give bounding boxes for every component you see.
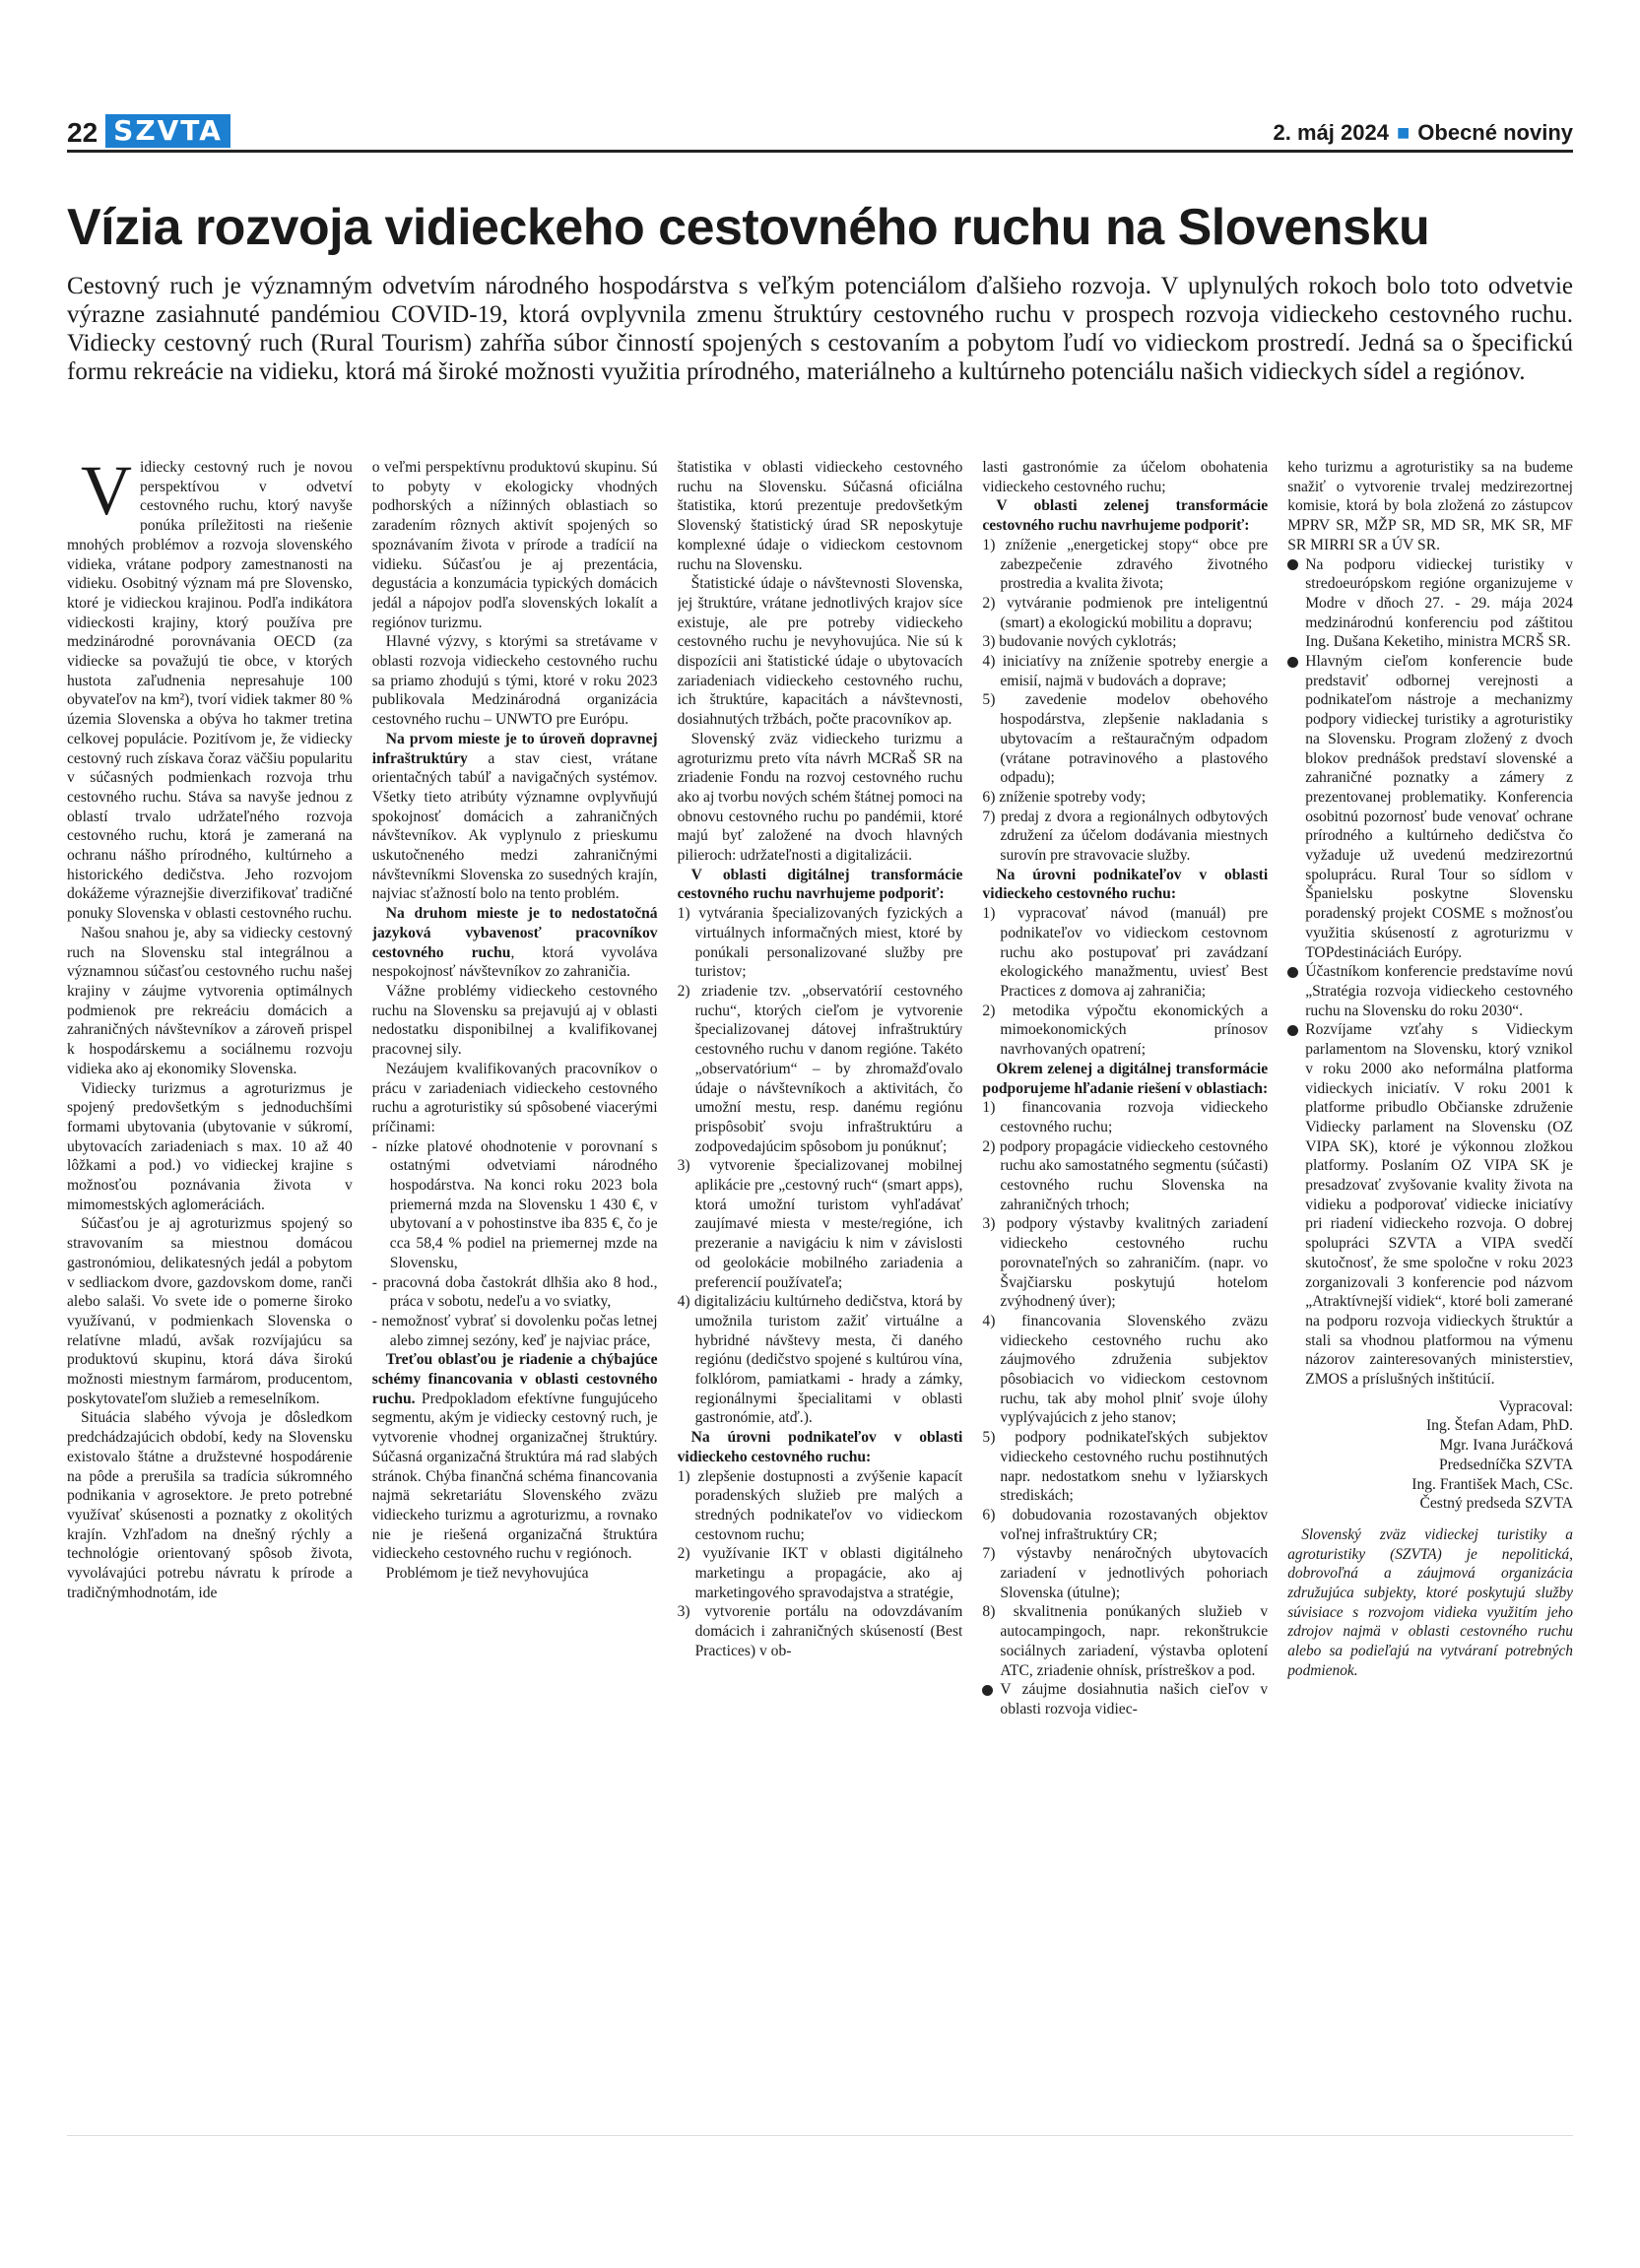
list-item: 5) podpory podnikateľských subjektov vidieckeho cestovného ruchu postihnutých napr. nedostatkom snehu v lyžiarskych strediskách; — [982, 1429, 1269, 1505]
paragraph: Nezáujem kvalifikovaných pracovníkov o prácu v zariadeniach vidieckeho cestovného ruchu a agroturistiky sú spôsobené viacerými príčinami: — [371, 1060, 658, 1135]
page-header — [67, 108, 1573, 148]
header-left — [67, 114, 230, 148]
bullet-text: V záujme dosiahnutia našich cieľov v oblasti rozvoja vidiec- — [1000, 1681, 1269, 1717]
list-item: 6) dobudovania rozostavaných objektov voľnej infraštruktúry CR; — [982, 1506, 1269, 1543]
list-item: 2) vytváranie podmienok pre inteligentnú (smart) a ekologickú mobilitu a dopravu; — [982, 594, 1269, 631]
list-item: 1) financovania rozvoja vidieckeho cestovného ruchu; — [982, 1099, 1269, 1135]
column-3 — [678, 458, 963, 2127]
article-headline: Vízia rozvoja vidieckeho cestovného ruchu na Slovensku — [67, 199, 1430, 256]
dash-item: - nemožnosť vybrať si dovolenku počas letnej alebo zimnej sezóny, keď je najviac práce, — [371, 1312, 658, 1349]
column-1 — [67, 458, 353, 2127]
list-item: 8) skvalitnenia ponúkaných služieb v autocampingoch, napr. rekonštrukcie sociálnych zariadení, výstavba oplotení ATC, zriadenie ohnísk, prístreškov a pod. — [982, 1603, 1269, 1679]
paragraph-text: , ktorá vyvoláva nespokojnosť návštevníkov zo zahraničia. — [371, 943, 658, 981]
paragraph: Problémom je tiež nevyhovujúca — [385, 1565, 589, 1583]
signature-line: Mgr. Ivana Juráčková — [1439, 1437, 1573, 1455]
section-logo: SZVTA — [105, 114, 230, 148]
paragraph — [372, 1350, 658, 1564]
header-rule — [67, 150, 1573, 153]
paragraph: Vážne problémy vidieckeho cestovného ruchu na Slovensku sa prejavujú aj v oblasti nedostatku disponibilnej a kvalifikovanej pracovnej sily. — [371, 982, 658, 1059]
organization-note: Slovenský zväz vidieckej turistiky a agroturistiky (SZVTA) je nepolitická, dobrovoľná a záujmová organizácia združujúca subjekty, ktoré poskytujú služby súvisiace s rozvojom vidieka využitím jeho zdrojov najmä v oblasti cestovného ruchu alebo sa podieľajú na vytváraní potrebných podmienok. — [1287, 1525, 1573, 1679]
bullet-item — [1287, 652, 1573, 962]
paragraph: Súčasťou je aj agroturizmus spojený so stravovaním sa miestnou domácou gastronómiou, delikatesných jedál a pobytom v sedliackom dvore, gazdovskom dome, ranči alebo salaši. Vo svete ide o pomerne široko využívanú, v podmienkach Slovenska o relatívne mladú, avšak rozvíjajúcu sa produktovú skupinu, ktorá dáva širokú možnosti miestnym farmárom, producentom, poskytovateľom služieb a remeselníkom. — [67, 1215, 353, 1407]
issue-date: 2. máj 2024 — [1273, 120, 1389, 145]
subheading: Na úrovni podnikateľov v oblasti vidieckeho cestovného ruchu: — [982, 866, 1269, 903]
bullet-item — [982, 1680, 1268, 1718]
list-item: 1) zlepšenie dostupnosti a zvýšenie kapacít poradenských služieb pre malých a stredných podnikateľov vo vidieckom cestovnom ruchu; — [677, 1467, 963, 1543]
paragraph-text: idiecky cestovný ruch je novou perspektívou v odvetví cestovného ruchu, ktorý navyše ponúka príležitosti na riešenie mnohých problémov a rozvoja slovenského vidieka, vrátane podpory zamestnanosti na vidieku. Osobitný význam má pre Slovensko, ktoré je vidieckou krajinou. Podľa indikátora vidieckosti krajiny, ktorý používa pre medzinárodné porovnávania OECD (za vidiecke sa považujú tie obce, v ktorých hustota zaľudnenia nepresahuje 100 obyvateľov na km²), tvorí vidiek takmer 80 % územia Slovenska a obýva ho takmer tretina celkovej populácie. Pozitívom je, že vidiecky cestovný ruch získava čoraz väčšiu popularitu v súčasných podmienkach rozvoja trhu cestovného ruchu. Stáva sa navyše jednou z oblastí trvalo udržateľného rozvoja cestovného ruchu, ktorá je zameraná na ochranu nášho prírodného, kultúrneho a historického dedičstva. Jeho rozvojom dokážeme výraznejšie diverzifikovať tradičné ponuky Slovenska v oblasti cestovného ruchu. — [67, 459, 353, 923]
bold-phrase: Treťou oblasťou je riadenie a chýbajúce schémy financovania v oblasti cestovného ruchu. — [371, 1351, 658, 1407]
bullet-text: Na podporu vidieckej turistiky v stredoeurópskom regióne organizujeme v Modre v dňoch 27. - 29. mája 2024 medzinárodnú konferenciu pod záštitou Ing. Dušana Keketiho, ministra MCRŠ SR. — [1305, 555, 1573, 651]
bullet-icon — [1287, 657, 1298, 668]
list-item: 4) iniciatívy na zníženie spotreby energie a emisií, najmä v budovách a doprave; — [982, 653, 1269, 689]
bottom-rule — [67, 2135, 1573, 2136]
column-5 — [1287, 458, 1573, 2127]
bold-phrase: Na druhom mieste je to nedostatočná jazyková vybavenosť pracovníkov cestovného ruchu — [371, 905, 658, 961]
dash-item: - pracovná doba častokrát dlhšia ako 8 hod., práca v sobotu, nedeľu a vo sviatky, — [371, 1273, 658, 1311]
subheading: Okrem zelenej a digitálnej transformácie podporujeme hľadanie riešení v oblastiach: — [982, 1060, 1269, 1097]
list-item: 7) predaj z dvora a regionálnych odbytových združení za účelom dodávania miestnych surovín pre stravovacie služby. — [982, 808, 1269, 865]
paragraph: Situácia slabého vývoja je dôsledkom predchádzajúcich období, kedy na Slovensku existovalo štátne a družstevné hospodárenie na pôde a prerušila sa tradícia súkromného podnikania v agrosektore. Je preto potrebné využívať skúsenosti a poznatky z okolitých krajín. Vzhľadom na dnešný rýchly a technológie orientovaný spôsob života, vyvolávajúci potrebu návratu k prírode a tradičnýmhodnotám, ide — [67, 1409, 353, 1601]
list-item: 7) výstavby nenáročných ubytovacích zariadení v jednotlivých pohoriach Slovenska (útulne); — [982, 1545, 1269, 1601]
signature-line: Predsedníčka SZVTA — [1438, 1456, 1573, 1473]
paragraph: Vidiecky turizmus a agroturizmus je spojený predovšetkým s jednoduchšími formami ubytovania (ubytovanie v súkromí, ubytovacích zariadeniach s max. 10 až 40 lôžkami a pod.) vo vidieckej krajine s možnosťou poznávania života v mimomestských aglomeráciách. — [67, 1079, 353, 1213]
article-body — [67, 458, 1573, 2127]
publication-name: Obecné noviny — [1417, 120, 1573, 145]
header-right — [1274, 118, 1573, 148]
bullet-item — [1287, 555, 1573, 653]
signature-line: Čestný predseda SZVTA — [1419, 1495, 1573, 1513]
signature-line: Ing. Štefan Adam, PhD. — [1425, 1417, 1573, 1435]
paragraph-text: a stav ciest, vrátane orientačných tabúľ a navigačných systémov. Všetky tieto atribúty významne ovplyvňujú spokojnosť domácich a zahraničných návštevníkov. Ak vyplynulo z prieskumu uskutočneného medzi zahraničnými návštevníkmi Slovenska zo susedných krajín, najviac sťažností bolo na tento problém. — [371, 749, 658, 903]
bullet-text: Hlavným cieľom konferencie bude predstaviť odbornej verejnosti a podnikateľom nástroje a mechanizmy podpory vidieckej turistiky a agroturistiky na Slovensku. Program zložený z dvoch blokov prednášok predstaví slovenské a zahraničné poznatky a zámery z prezentovanej problematiky. Konferencia osobitnú pozornosť bude venovať ochrane prírodného a kultúrneho dedičstva čo vyžaduje už uvedenú medzirezortnú spoluprácu. Rural Tour so sídlom v Španielsku poskytne Slovensku poradenský projekt COSME s možnosťou využitia skúseností z agroturizmu v TOPdestináciách Európy. — [1305, 653, 1573, 961]
bullet-icon — [982, 1685, 993, 1696]
list-item: 2) metodika výpočtu ekonomických a mimoekonomických prínosov navrhovaných opatrení; — [982, 1002, 1269, 1059]
list-item: 1) vypracovať návod (manuál) pre podnikateľov vo vidieckom cestovnom ruchu ako postupovať pri zavádzaní ekologického manažmentu, uviesť Best Practices z domova aj zahraničia; — [982, 905, 1269, 1000]
paragraph — [67, 458, 353, 924]
paragraph: keho turizmu a agroturistiky sa na budeme snažiť o vytvorenie trvalej medzirezortnej komisie, ktorá by bola zložená zo zástupcov MPRV SR, MŽP SR, MD SR, MK SR, MF SR MIRRI SR a ÚV SR. — [1287, 459, 1573, 553]
paragraph: Slovenský zväz vidieckeho turizmu a agroturizmu preto víta návrh MCRaŠ SR na zriadenie Fondu na rozvoj cestovného ruchu ako aj tvorbu nových schém štátnej pomoci na obnovu cestovného ruchu po pandémii, ktoré majú byť založené na dvoch hlavných pilieroch: udržateľnosti a digitalizácii. — [677, 730, 963, 865]
article-lead: Cestovný ruch je významným odvetvím národného hospodárstva s veľkým potenciálom ďalšieho rozvoja. V uplynulých rokoch bolo toto odvetvie výrazne zasiahnuté pandémiou COVID-19, ktorá ovplyvnila zmenu štruktúry cestovného ruchu v prospech rozvoja vidieckeho cestovného ruchu. Vidiecky cestovný ruch (Rural Tourism) zahŕňa súbor činností spojených s cestovaním a pobytom ľudí vo vidieckom prostredí. Jedná sa o špecifickú formu rekreácie na vidieku, ktorá má široké možnosti využitia prírodného, materiálneho a kultúrneho potenciálu našich vidieckych sídel a regiónov. — [67, 273, 1573, 385]
paragraph: o veľmi perspektívnu produktovú skupinu. Sú to pobyty v ekologicky vhodných podhorských a nížinných oblastiach so zaradením rôznych aktivít spojených so spoznávaním života v prírode a tradícií na vidieku. Súčasťou je aj prezentácia, degustácia a konzumácia typických domácich jedál a nápojov podľa slovenských lokalít a regiónov turizmu. — [371, 459, 658, 631]
subheading: Na úrovni podnikateľov v oblasti vidieckeho cestovného ruchu: — [677, 1429, 963, 1465]
bullet-item — [1287, 962, 1573, 1020]
paragraph — [372, 730, 658, 904]
list-item: 1) vytvárania špecializovaných fyzických a virtuálnych informačných miest, ktoré by ponúkali personalizované služby pre turistov; — [677, 905, 963, 981]
list-item: 1) zníženie „energetickej stopy“ obce pre zabezpečenie zdravého životného prostredia a kvalita života; — [982, 536, 1269, 593]
signature-block — [1287, 1397, 1573, 1514]
paragraph-text: Predpokladom efektívne fungujúceho segmentu, akým je vidiecky cestovný ruch, je vytvorenie vhodnej organizačnej štruktúry. Súčasná organizačná štruktúra má rad slabých stránok. Chýba finančná schéma financovania najmä sekretariátu Slovenského zväzu vidieckeho turizmu a agroturizmu, a rovnako nie je riešená organizačná štruktúra vidieckeho cestovného ruchu v regiónoch. — [371, 1390, 658, 1563]
column-2 — [372, 458, 658, 2127]
list-item: 2) využívanie IKT v oblasti digitálneho marketingu a propagácie, ako aj marketingového spravodajstva a stratégie, — [677, 1545, 963, 1601]
subheading: V oblasti digitálnej transformácie cestovného ruchu navrhujeme podporiť: — [677, 866, 963, 903]
signature-line: Vypracoval: — [1498, 1397, 1573, 1415]
list-item: 4) financovania Slovenského zväzu vidieckeho cestovného ruchu ako záujmového združenia subjektov pôsobiacich vo vidieckom cestovnom ruchu, tak aby mohol plniť svoje úlohy vyplývajúcich z jeho stanov; — [982, 1312, 1269, 1427]
list-item: 3) podpory výstavby kvalitných zariadení vidieckeho cestovného ruchu porovnateľných so zahraničím. (napr. vo Švajčiarsku poskytujú hotelom zvýhodnený úver); — [982, 1215, 1269, 1311]
list-item: 3) budovanie nových cyklotrás; — [982, 633, 1177, 651]
list-item: 3) vytvorenie špecializovanej mobilnej aplikácie pre „cestovný ruch“ (smart apps), ktorá umožní turistom vyhľadávať zaujímavé miesta v meste/regióne, ich prezeranie a navigáciu k nim v závislosti od geolokácie mobilného zariadenia a preferencií používateľa; — [677, 1157, 963, 1291]
paragraph: Štatistické údaje o návštevnosti Slovenska, jej štruktúre, vrátane jednotlivých krajov síce existuje, ale pre potreby vidieckeho cestovného ruchu je nevyhovujúca. Nie sú k dispozícii ani štatistické údaje o ubytovacích zariadeniach vidieckeho cestovného ruchu, ich štruktúre, kapacitách a návštevnosti, dosiahnutých tržbách, počte pracovníkov ap. — [677, 575, 963, 729]
list-item: 2) podpory propagácie vidieckeho cestovného ruchu ako samostatného segmentu (súčasti) cestovného ruchu Slovenska na zahraničných trhoch; — [982, 1137, 1269, 1213]
list-item: 3) vytvorenie portálu na odovzdávaním domácich i zahraničných skúseností (Best Practices) v ob- — [677, 1603, 963, 1659]
bullet-item — [1287, 1020, 1573, 1389]
signature-line: Ing. František Mach, CSc. — [1411, 1475, 1573, 1493]
paragraph: Našou snahou je, aby sa vidiecky cestovný ruch na Slovensku stal integrálnou a významnou súčasťou cestovného ruchu našej krajiny v záujme vytvorenia optimálnych podmienok pre rekreáciu domácich a zahraničných návštevníkov a zároveň prispel k hospodárskemu a sociálnemu rozvoju vidieka ako aj ekonomiky Slovenska. — [67, 924, 353, 1077]
paragraph: štatistika v oblasti vidieckeho cestovného ruchu na Slovensku. Súčasná oficiálna štatistika, ktorú prezentuje predovšetkým Slovenský štatistický úrad SR neposkytuje komplexné údaje o vidieckom cestovnom ruchu na Slovensku. — [677, 459, 963, 573]
subheading: V oblasti zelenej transformácie cestovného ruchu navrhujeme podporiť: — [982, 497, 1269, 535]
list-item: 4) digitalizáciu kultúrneho dedičstva, ktorá by umožnila turistom zažiť virtuálne a hybridné návštevy mesta, či daného regiónu (dedičstvo spojené s kultúrou vína, folklórom, pamiatkami - hrady a zámky, regionálnymi špecialitami v oblasti gastronómie, atď.). — [677, 1293, 963, 1427]
bullet-icon — [1287, 1025, 1298, 1036]
list-item: 2) zriadenie tzv. „observatórií cestovného ruchu“, ktorých cieľom je vytvorenie špecializovanej dátovej infraštruktúry cestovného ruchu v danom regióne. Takéto „observatórium“ – by zhromažďovalo údaje o návštevníkoch a aktivitách, čo umožní mestu, resp. danému regiónu prispôsobiť svoju infraštruktúru a zodpovedajúcim spôsobom ju ponúknuť; — [677, 982, 963, 1155]
separator-dot: ■ — [1396, 120, 1410, 145]
page-number: 22 — [67, 117, 98, 148]
dash-item: - nízke platové ohodnotenie v porovnaní s ostatnými odvetviami národného hospodárstva. Na konci roku 2023 bola priemerná mzda na Slovensku 1 430 €, v ubytovaní a v pohostinstve iba 835 €, čo je cca 58,4 % podiel na priemernej mzde na Slovensku, — [371, 1137, 658, 1271]
bullet-text: Účastníkom konferencie predstavíme novú „Stratégia rozvoja vidieckeho cestovného ruchu na Slovensku do roku 2030“. — [1305, 963, 1573, 1019]
bullet-icon — [1287, 559, 1298, 570]
bullet-text: Rozvíjame vzťahy s Vidieckym parlamentom na Slovensku, ktorý vznikol v roku 2000 ako neformálna platforma vidieckych iniciatív. V roku 2001 k platforme pribudlo Občianske združenie Vidiecky parlament na Slovensku (OZ VIPA SK), ktoré je výkonnou zložkou platformy. Poslaním OZ VIPA SK je presadzovať zvyšovanie kvality života na vidieku a podporovať vidiecke iniciatívy pri riadení vidieckeho rozvoja. O dobrej spolupráci SZVTA a VIPA svedčí skutočnosť, že sme spoločne v roku 2023 zorganizovali 3 konferencie pod názvom „Atraktívnejší vidiek“, ktoré boli zamerané na podporu rozvoja vidieckych štruktúr a stali sa vhodnou platformou na výmenu názorov zainteresovaných ministerstiev, ZMOS a príslušných inštitúcií. — [1305, 1021, 1573, 1389]
list-item: 6) zníženie spotreby vody; — [982, 788, 1147, 806]
paragraph: Hlavné výzvy, s ktorými sa stretávame v oblasti rozvoja vidieckeho cestovného ruchu sa priamo zhodujú s tými, ktoré v roku 2023 publikovala Medzinárodná organizácia cestovného ruchu – UNWTO pre Európu. — [371, 633, 658, 729]
bullet-icon — [1287, 967, 1298, 978]
paragraph — [372, 904, 658, 982]
column-4 — [982, 458, 1268, 2127]
drop-cap: V — [81, 458, 132, 530]
paragraph: lasti gastronómie za účelom obohatenia vidieckeho cestovného ruchu; — [982, 459, 1269, 495]
list-item: 5) zavedenie modelov obehového hospodárstva, zlepšenie nakladania s ubytovacím a reštauračným odpadom (vrátane potravinového a plastového odpadu); — [982, 691, 1269, 787]
bold-phrase: Na prvom mieste je to úroveň dopravnej infraštruktúry — [371, 730, 658, 767]
